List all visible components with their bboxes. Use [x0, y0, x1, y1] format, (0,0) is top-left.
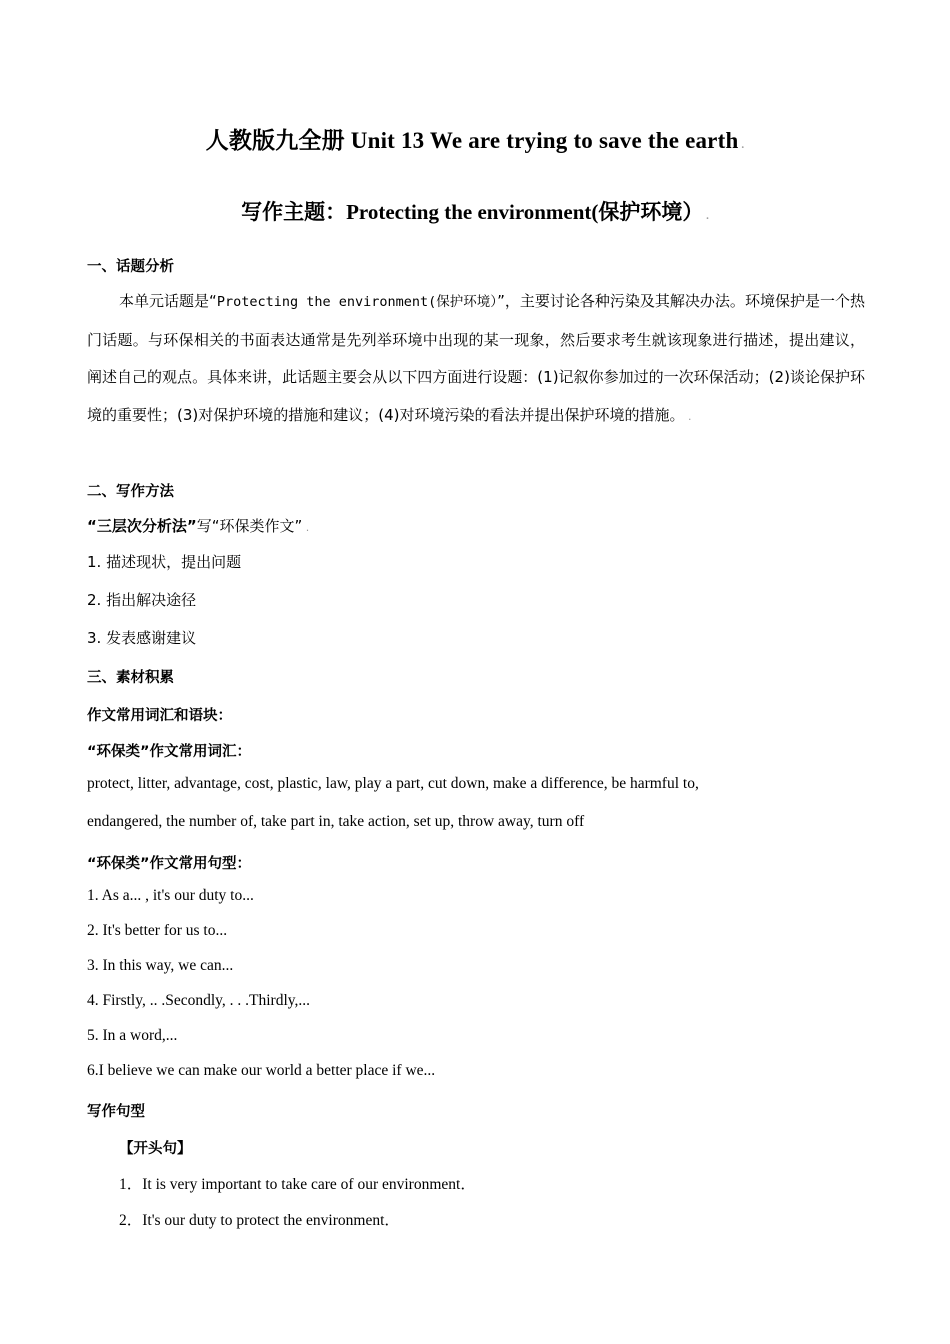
section-heading-writing-method: 二、写作方法 — [87, 484, 174, 500]
opening-sentences-label: 【开头句】 — [119, 1141, 192, 1157]
patterns-subheading: “环保类”作文常用句型： — [87, 856, 252, 872]
paragraph-mark: . — [302, 521, 310, 534]
vocab-subheading: “环保类”作文常用词汇： — [87, 744, 252, 760]
method-step: 2. 指出解决途径 — [87, 591, 197, 609]
method-description: 写“环保类作文” — [196, 517, 303, 535]
pattern-item: 5. In a word,... — [87, 1027, 178, 1044]
paragraph-text: 本单元话题是“ — [119, 292, 217, 310]
document-subtitle-text: 写作主题：Protecting the environment(保护环境） — [241, 200, 704, 224]
opening-sentence: 2．It's our duty to protect the environment． — [119, 1212, 400, 1229]
opening-sentence: 1．It is very important to take care of our environment． — [119, 1176, 476, 1193]
vocab-line: protect, litter, advantage, cost, plastic, law, play a part, cut down, make a difference, be harmful to, — [87, 775, 699, 792]
document-title-text: 人教版九全册 Unit 13 We are trying to save the earth — [205, 128, 739, 153]
document-subtitle — [0, 196, 950, 226]
pattern-item: 6.I believe we can make our world a better place if we... — [87, 1062, 436, 1079]
method-step: 3. 发表感谢建议 — [87, 629, 197, 647]
section-heading-material: 三、素材积累 — [87, 670, 174, 686]
vocab-heading: 作文常用词汇和语块： — [87, 708, 232, 724]
paragraph-mark: . — [703, 210, 709, 222]
paragraph-text: ”，主要讨论各种污染及其解决办法。环境保护是一个热门话题。与环保相关的书面表达通常是先列举环境中出现的某一现象，然后要求考生就该现象进行描述，提出建议，阐述自己的观点。具体来讲，此话题主要会从以下四方面进行设题：(1)记叙你参加过的一次环保活动；(2)谈论保护环境的重要性；(3)对保护环境的措施和建议；(4)对环境污染的看法并提出保护环境的措施。 — [87, 292, 865, 424]
topic-analysis-paragraph — [87, 283, 865, 435]
section-heading-topic-analysis: 一、话题分析 — [87, 259, 174, 275]
writing-patterns-heading: 写作句型 — [87, 1104, 145, 1120]
document-title — [0, 122, 950, 155]
pattern-item: 3. In this way, we can... — [87, 957, 234, 974]
method-line — [87, 515, 309, 536]
pattern-item: 2. It's better for us to... — [87, 922, 228, 939]
pattern-item: 4. Firstly, .. .Secondly, . . .Thirdly,... — [87, 992, 311, 1009]
paragraph-mark: . — [738, 139, 745, 151]
paragraph-mark: . — [684, 409, 692, 423]
method-name: “三层次分析法” — [87, 517, 197, 535]
pattern-item: 1. As a... , it's our duty to... — [87, 887, 254, 904]
vocab-line: endangered, the number of, take part in, take action, set up, throw away, turn off — [87, 813, 585, 830]
paragraph-topic-phrase: Protecting the environment(保护环境） — [216, 294, 498, 310]
method-step: 1. 描述现状，提出问题 — [87, 553, 242, 571]
